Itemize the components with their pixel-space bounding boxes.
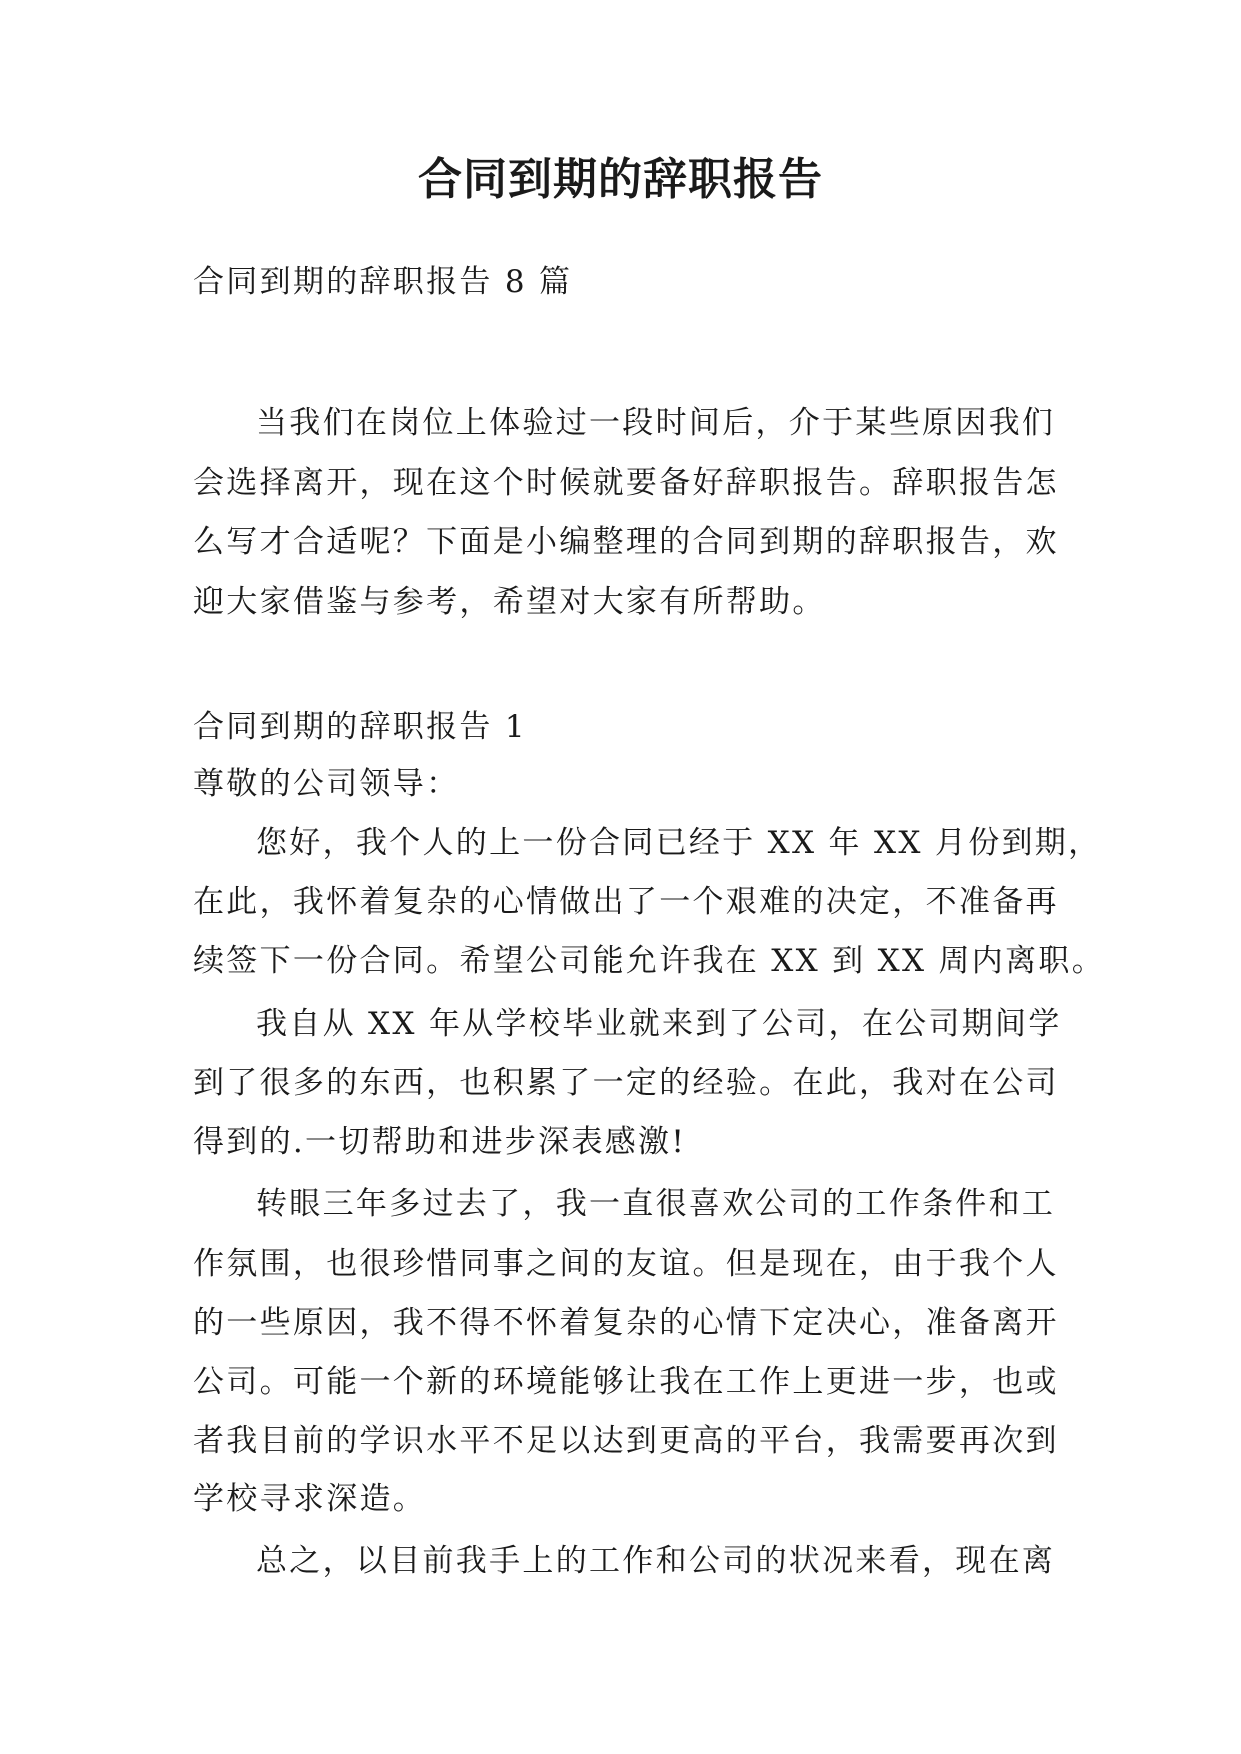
paragraph-line: 我自从 XX 年从学校毕业就来到了公司，在公司期间学 — [256, 1006, 1062, 1042]
salutation: 尊敬的公司领导： — [193, 766, 460, 802]
paragraph-line: 总之，以目前我手上的工作和公司的状况来看，现在离 — [256, 1543, 1056, 1579]
document-subtitle: 合同到期的辞职报告 8 篇 — [193, 264, 573, 300]
paragraph-line: 公司。可能一个新的环境能够让我在工作上更进一步，也或 — [193, 1364, 1059, 1400]
intro-line: 迎大家借鉴与参考，希望对大家有所帮助。 — [193, 584, 826, 620]
paragraph-line: 转眼三年多过去了，我一直很喜欢公司的工作条件和工 — [256, 1186, 1056, 1222]
document-title: 合同到期的辞职报告 — [418, 154, 823, 205]
paragraph-line: 学校寻求深造。 — [193, 1481, 427, 1517]
section-heading: 合同到期的辞职报告 1 — [193, 709, 527, 745]
paragraph-line: 您好，我个人的上一份合同已经于 XX 年 XX 月份到期， — [256, 825, 1102, 861]
paragraph-line: 到了很多的东西，也积累了一定的经验。在此，我对在公司 — [193, 1065, 1059, 1101]
paragraph-line: 者我目前的学识水平不足以达到更高的平台，我需要再次到 — [193, 1423, 1059, 1459]
intro-line: 会选择离开，现在这个时候就要备好辞职报告。辞职报告怎 — [193, 465, 1059, 501]
paragraph-line: 作氛围，也很珍惜同事之间的友谊。但是现在，由于我个人 — [193, 1246, 1059, 1282]
paragraph-line: 在此，我怀着复杂的心情做出了一个艰难的决定，不准备再 — [193, 884, 1059, 920]
intro-line: 当我们在岗位上体验过一段时间后，介于某些原因我们 — [256, 405, 1056, 441]
intro-line: 么写才合适呢？下面是小编整理的合同到期的辞职报告，欢 — [193, 524, 1059, 560]
paragraph-line: 的一些原因，我不得不怀着复杂的心情下定决心，准备离开 — [193, 1305, 1059, 1341]
paragraph-line: 得到的.一切帮助和进步深表感激! — [193, 1124, 687, 1160]
paragraph-line: 续签下一份合同。希望公司能允许我在 XX 到 XX 周内离职。 — [193, 943, 1105, 979]
